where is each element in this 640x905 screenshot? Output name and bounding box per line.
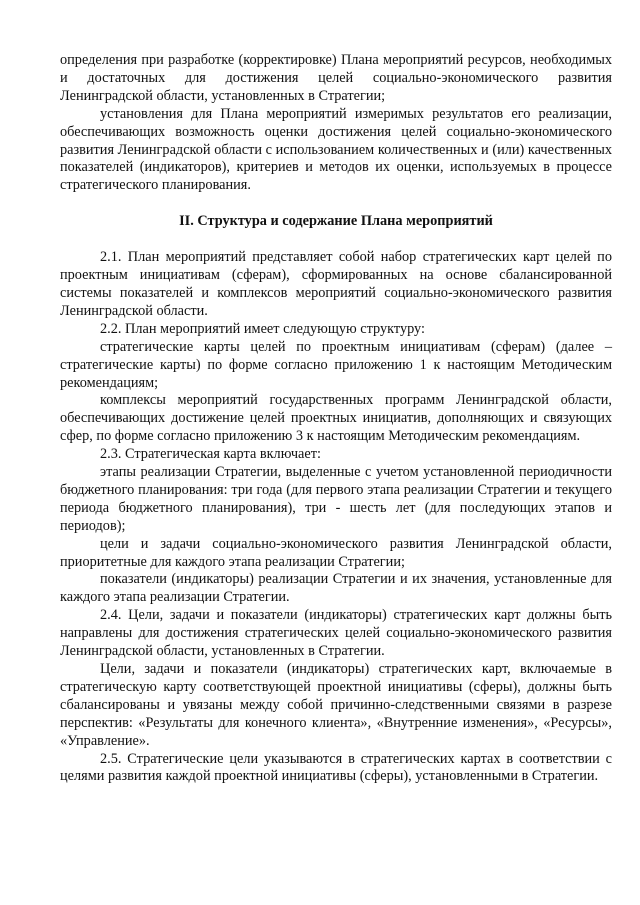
paragraph-goals-tasks: цели и задачи социально-экономического развития Ленинградской области, приоритетные для каждого этапа реализации Стратегии; [60, 535, 612, 570]
paragraph-top-1: определения при разработке (корректировке) Плана мероприятий ресурсов, необходимых и достаточных для достижения целей социально-экономического развития Ленинградской области, установленных в Стратегии; [60, 52, 612, 104]
paragraph-2-3: 2.3. Стратегическая карта включает: [100, 446, 321, 463]
paragraph-balance: Цели, задачи и показатели (индикаторы) стратегических карт, включаемые в стратегическую карту соответствующей проектной инициативы (сферы), должны быть сбалансированы и увязаны между собой причинно-следственными связями в разрезе перспектив: «Результаты для конечного клиента», «Внутренние изменения», «Ресурсы», «Управление». [60, 661, 612, 749]
spacer [60, 231, 612, 249]
paragraph-2-5: 2.5. Стратегические цели указываются в стратегических картах в соответствии с целями развития каждой проектной инициативы (сферы), установленными в Стратегии. [60, 750, 612, 785]
paragraph-stages: этапы реализации Стратегии, выделенные с учетом установленной периодичности бюджетного планирования: три года (для первого этапа реализации Стратегии и текущего периода бюджетного планирования), три - шесть лет (для последующих этапов и периодов); [60, 464, 612, 534]
paragraph-strategic-maps: стратегические карты целей по проектным инициативам (сферам) (далее – стратегические карты) по форме согласно приложению 1 к настоящим Методическим рекомендациям; [60, 338, 612, 391]
spacer [60, 195, 612, 213]
paragraph-program-complexes: комплексы мероприятий государственных программ Ленинградской области, обеспечивающих достижение целей проектных инициатив, дополняющих и связующих сфер, по форме согласно приложению 3 к настоящим Методическим рекомендациям. [60, 392, 612, 445]
paragraph-indicators: показатели (индикаторы) реализации Стратегии и их значения, установленные для каждого этапа реализации Стратегии. [60, 571, 612, 606]
paragraph-2-2: 2.2. План мероприятий имеет следующую структуру: [100, 320, 425, 337]
paragraph-2-1: 2.1. План мероприятий представляет собой набор стратегических карт целей по проектным инициативам (сферам), сформированных на основе сбалансированной системы показателей и комплексов мероприятий социально-экономического развития Ленинградской области. [60, 249, 612, 319]
paragraph-top-2: установления для Плана мероприятий измеримых результатов его реализации, обеспечивающих возможность оценки достижения целей социально-экономического развития Ленинградской области с использованием количественных и (или) качественных показателей (индикаторов), критериев и методов их оценки, используемых в процессе стратегического планирования. [60, 105, 612, 194]
section-heading: II. Структура и содержание Плана мероприятий [179, 213, 493, 230]
paragraph-2-4: 2.4. Цели, задачи и показатели (индикаторы) стратегических карт должны быть направлены для достижения стратегических целей социально-экономического развития Ленинградской области, установленных в Стратегии. [60, 607, 612, 660]
